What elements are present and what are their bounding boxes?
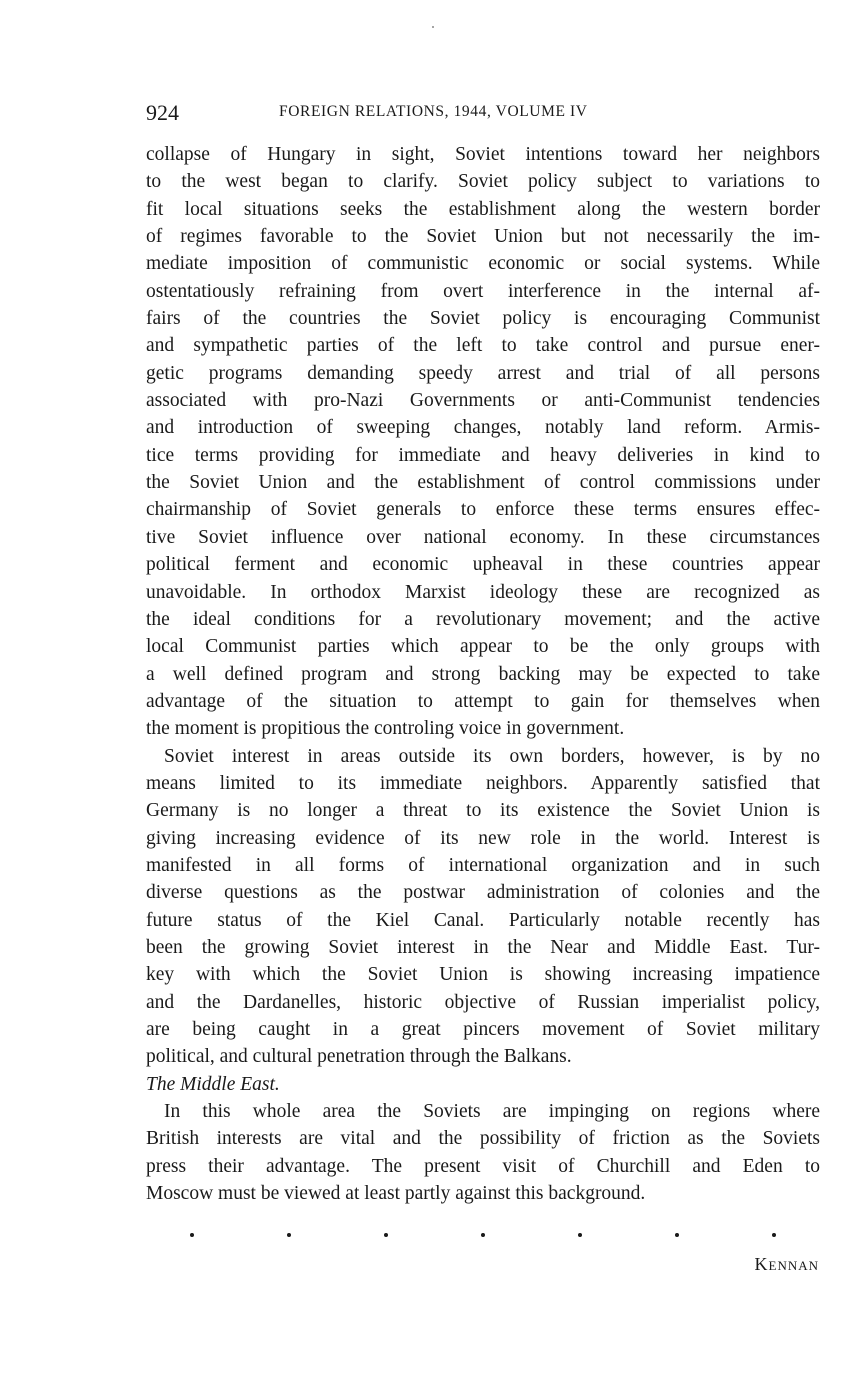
page-header [146,100,820,128]
text-line: mediate imposition of communistic economic or social systems. While [146,253,820,275]
text-line: chairmanship of Soviet generals to enforce these terms ensures effec- [146,499,820,521]
text-line: British interests are vital and the possibility of friction as the Soviets [146,1128,820,1150]
text-line: and sympathetic parties of the left to take control and pursue ener- [146,335,820,357]
text-line: political, and cultural penetration through the Balkans. [146,1046,572,1068]
text-line: tice terms providing for immediate and heavy deliveries in kind to [146,444,820,466]
text-line: Moscow must be viewed at least partly against this background. [146,1183,646,1205]
omission-dots [146,1233,820,1247]
text-line: means limited to its immediate neighbors. Apparently satisfied that [146,772,820,794]
paragraph-3 [146,1098,820,1207]
text-line: of regimes favorable to the Soviet Union but not necessarily the im- [146,226,820,248]
text-line: unavoidable. In orthodox Marxist ideology these are recognized as [146,581,820,603]
ellipsis-dot [481,1233,485,1237]
text-line: tive Soviet influence over national economy. In these circumstances [146,526,820,548]
text-line: associated with pro-Nazi Governments or anti-Communist tendencies [146,390,820,412]
text-line: Germany is no longer a threat to its existence the Soviet Union is [146,800,820,822]
text-line: future status of the Kiel Canal. Particularly notable recently has [146,909,820,931]
running-head: FOREIGN RELATIONS, 1944, VOLUME IV [279,103,588,120]
section-heading: The Middle East. [146,1073,280,1095]
text-line: fit local situations seeks the establishment along the western border [146,198,820,220]
page-number: 924 [146,100,179,125]
paragraph-2 [146,743,820,1071]
text-line: diverse questions as the postwar administration of colonies and the [146,882,820,904]
text-line: manifested in all forms of international organization and in such [146,854,820,876]
text-line: been the growing Soviet interest in the Near and Middle East. Tur- [146,936,820,958]
text-line: are being caught in a great pincers movement of Soviet military [146,1019,820,1040]
ellipsis-dot [190,1233,194,1237]
text-line: In this whole area the Soviets are impinging on regions where [164,1101,820,1123]
ellipsis-dot [772,1233,776,1237]
text-line: and the Dardanelles, historic objective of Russian imperialist policy, [146,991,820,1013]
text-line: the moment is propitious the controling voice in government. [146,718,625,740]
body-text [146,141,820,1207]
text-line: ostentatiously refraining from overt interference in the internal af- [146,280,820,302]
text-line: key with which the Soviet Union is showing increasing impatience [146,964,820,986]
ellipsis-dot [384,1233,388,1237]
signature: Kennan [754,1254,819,1274]
text-line: political ferment and economic upheaval in these countries appear [146,554,820,576]
ellipsis-dot [675,1233,679,1237]
ellipsis-dot [287,1233,291,1237]
ellipsis-dot [578,1233,582,1237]
text-line: press their advantage. The present visit of Churchill and Eden to [146,1155,820,1177]
text-line: collapse of Hungary in sight, Soviet intentions toward her neighbors [146,144,820,165]
scan-speck [432,26,434,28]
text-line: and introduction of sweeping changes, notably land reform. Armis- [146,417,820,439]
text-line: fairs of the countries the Soviet policy is encouraging Communist [146,308,820,330]
text-line: giving increasing evidence of its new role in the world. Interest is [146,827,820,849]
text-line: getic programs demanding speedy arrest and trial of all persons [146,362,820,384]
text-line: a well defined program and strong backing may be expected to take [146,663,820,685]
text-line: advantage of the situation to attempt to gain for themselves when [146,690,820,712]
text-line: the Soviet Union and the establishment of control commissions under [146,472,820,494]
text-line: to the west began to clarify. Soviet policy subject to variations to [146,171,820,193]
text-line: the ideal conditions for a revolutionary movement; and the active [146,608,820,630]
paragraph-1 [146,141,820,743]
text-line: Soviet interest in areas outside its own borders, however, is by no [164,745,820,767]
text-line: local Communist parties which appear to be the only groups with [146,636,820,658]
